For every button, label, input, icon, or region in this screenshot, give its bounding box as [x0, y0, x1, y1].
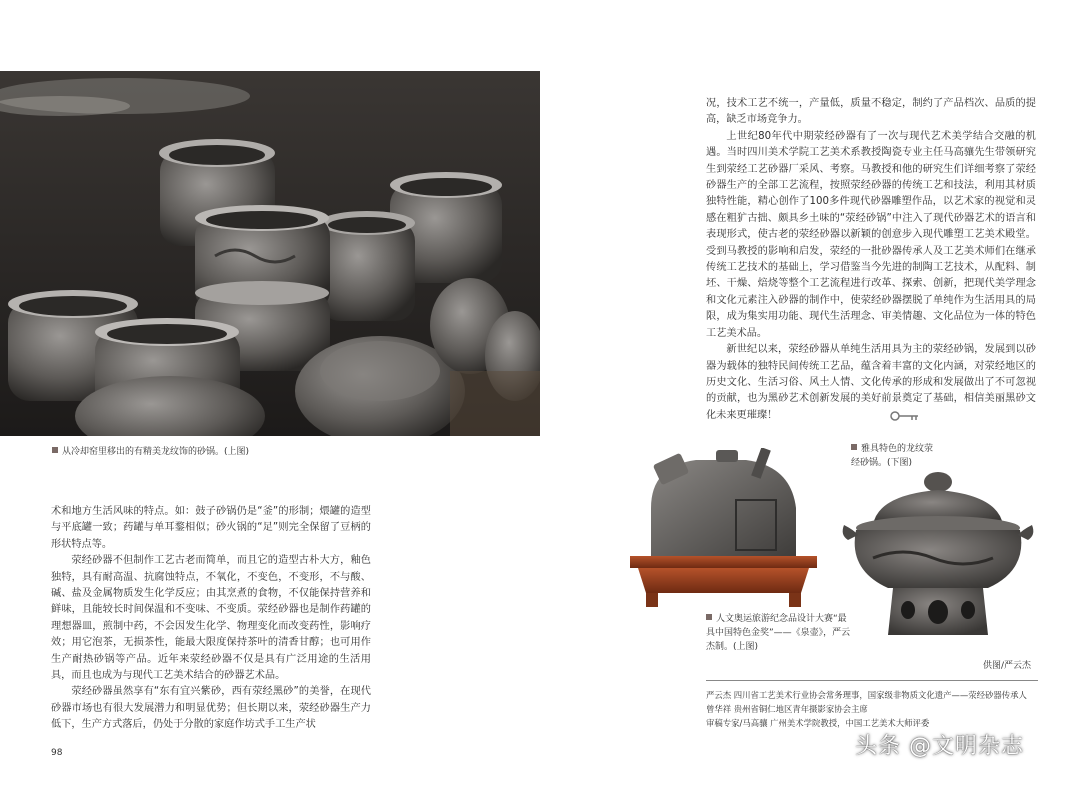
caption-bottom-left: [706, 612, 856, 654]
page-number: 98: [51, 748, 63, 758]
watermark: 头条 @文明杂志: [855, 734, 1024, 759]
left-paragraph: 荥经砂器不但制作工艺古老而简单，而且它的造型古朴大方，釉色独特，具有耐高温、抗腐蚀特点，不氧化，不变色，不变形，不与酸、碱、盐及金属物质发生化学反应；由其烹煮的食物，不仅能保持营养和鲜味，且能较长时间保温和不变味、不变质。荥经砂器也是制作药罐的理想器皿，煎制中药，不会因发生化学、物理变化而改变药性，影响疗效；用它泡茶，无损茶性，能最大限度保持茶叶的清香甘醇；也可用作生产耐热砂锅等产品。近年来荥经砂器不仅是具有广泛用途的生活用具，而且也成为与现代工艺美术结合的砂器艺术品。: [51, 555, 371, 682]
footnote-line: 审稿专家/马高骧 广州美术学院教授，中国工艺美术大师评委: [706, 718, 930, 728]
black-clay-pots-photo: [0, 71, 540, 436]
caption-square-icon: [851, 444, 857, 450]
footnote-divider: [706, 680, 1038, 681]
caption-line: 杰制。(上图): [706, 642, 759, 652]
right-paragraph: 上世纪80年代中期荥经砂器有了一次与现代艺术美学结合交融的机遇。当时四川美术学院工艺美术系教授陶瓷专业主任马高骧先生带领研究生到荥经工艺砂器厂采风、考察。马教授和他的研究生们详细考察了荥经砂器生产的全部工艺流程，按照荥经砂器的传统工艺和技法，利用其材质独特性能，精心创作了100多件现代砂器雕塑作品，以艺术家的视觉和灵感在粗犷古拙、颇具乡土味的“荥经砂锅”中注入了现代砂器艺术的语言和表现形式，使古老的荥经砂器以新颖的创意步入现代雕塑工艺美术殿堂。受到马教授的影响和启发，荥经的一批砂器传承人及工艺美术师们在继承传统工艺技术的基础上，学习借鉴当今先进的制陶工艺技术，从配料、制坯、干燥、焙烧等整个工艺流程进行改革、探索、创新，把现代美学理念和文化元素注入砂器的制作中，使荥经砂器摆脱了单纯作为生活用具的局限，成为集实用功能、现代生活理念、审美情趣、文化品位为一体的特色工艺美术品。: [706, 130, 1036, 339]
left-paragraph: 术和地方生活风味的特点。如：鼓子砂锅仍是“釜”的形制；煨罐的造型与平底罐一致；药罐与单耳鍪相似；砂火锅的“足”则完全保留了豆柄的形状特点等。: [51, 506, 371, 550]
footnotes: [706, 688, 1041, 730]
footnote-line: 严云杰 四川省工艺美术行业协会常务理事，国家级非物质文化遗产——荥经砂器传承人: [706, 690, 1027, 700]
caption-square-icon: [52, 447, 58, 453]
footnote-line: 曾华祥 贵州省铜仁地区青年摄影家协会主席: [706, 704, 868, 714]
caption-line: 具中国特色金奖”——《泉壶》，严云: [706, 628, 851, 638]
dragon-pattern-pot-photo: [838, 470, 1043, 654]
left-paragraph: 荥经砂器虽然享有“东有宜兴紫砂，西有荥经黑砂”的美誉，在现代砂器市场也有很大发展潜力和明显优势；但长期以来，荥经砂器生产力低下，生产方式落后，仍处于分散的家庭作坊式手工生产状: [51, 686, 371, 731]
quan-hu-kettle-photo: [626, 448, 821, 612]
photo-credit: 供图/严云杰: [983, 661, 1032, 671]
left-body-text: [51, 504, 371, 734]
caption-top-right: [851, 442, 933, 470]
photo-caption-text: 从冷却窑里移出的有精美龙纹饰的砂锅。(上图): [62, 447, 250, 457]
right-body-text: [706, 96, 1036, 424]
right-paragraph: 况，技术工艺不统一，产量低，质量不稳定，制约了产品档次、品质的提高，缺乏市场竞争力。: [706, 98, 1036, 126]
caption-line: 人文奥运旅游纪念品设计大赛“最: [716, 614, 847, 624]
caption-line: 雅具特色的龙纹荥: [861, 444, 934, 454]
right-paragraph: 新世纪以来，荥经砂器从单纯生活用具为主的荥经砂锅，发展到以砂器为载体的独特民间传统工艺品，蕴含着丰富的文化内涵，对荥经地区的历史文化、生活习俗、风土人情、文化传承的形成和发展做出了不可忽视的贡献，也为黑砂艺术创新发展的美好前景奠定了基础，相信美丽黑砂文化未来更璀璨！: [706, 344, 1036, 421]
key-ornament-icon: [890, 406, 920, 425]
photo-caption: [52, 445, 249, 459]
caption-square-icon: [706, 614, 712, 620]
caption-line: 经砂锅。(下图): [851, 458, 913, 468]
